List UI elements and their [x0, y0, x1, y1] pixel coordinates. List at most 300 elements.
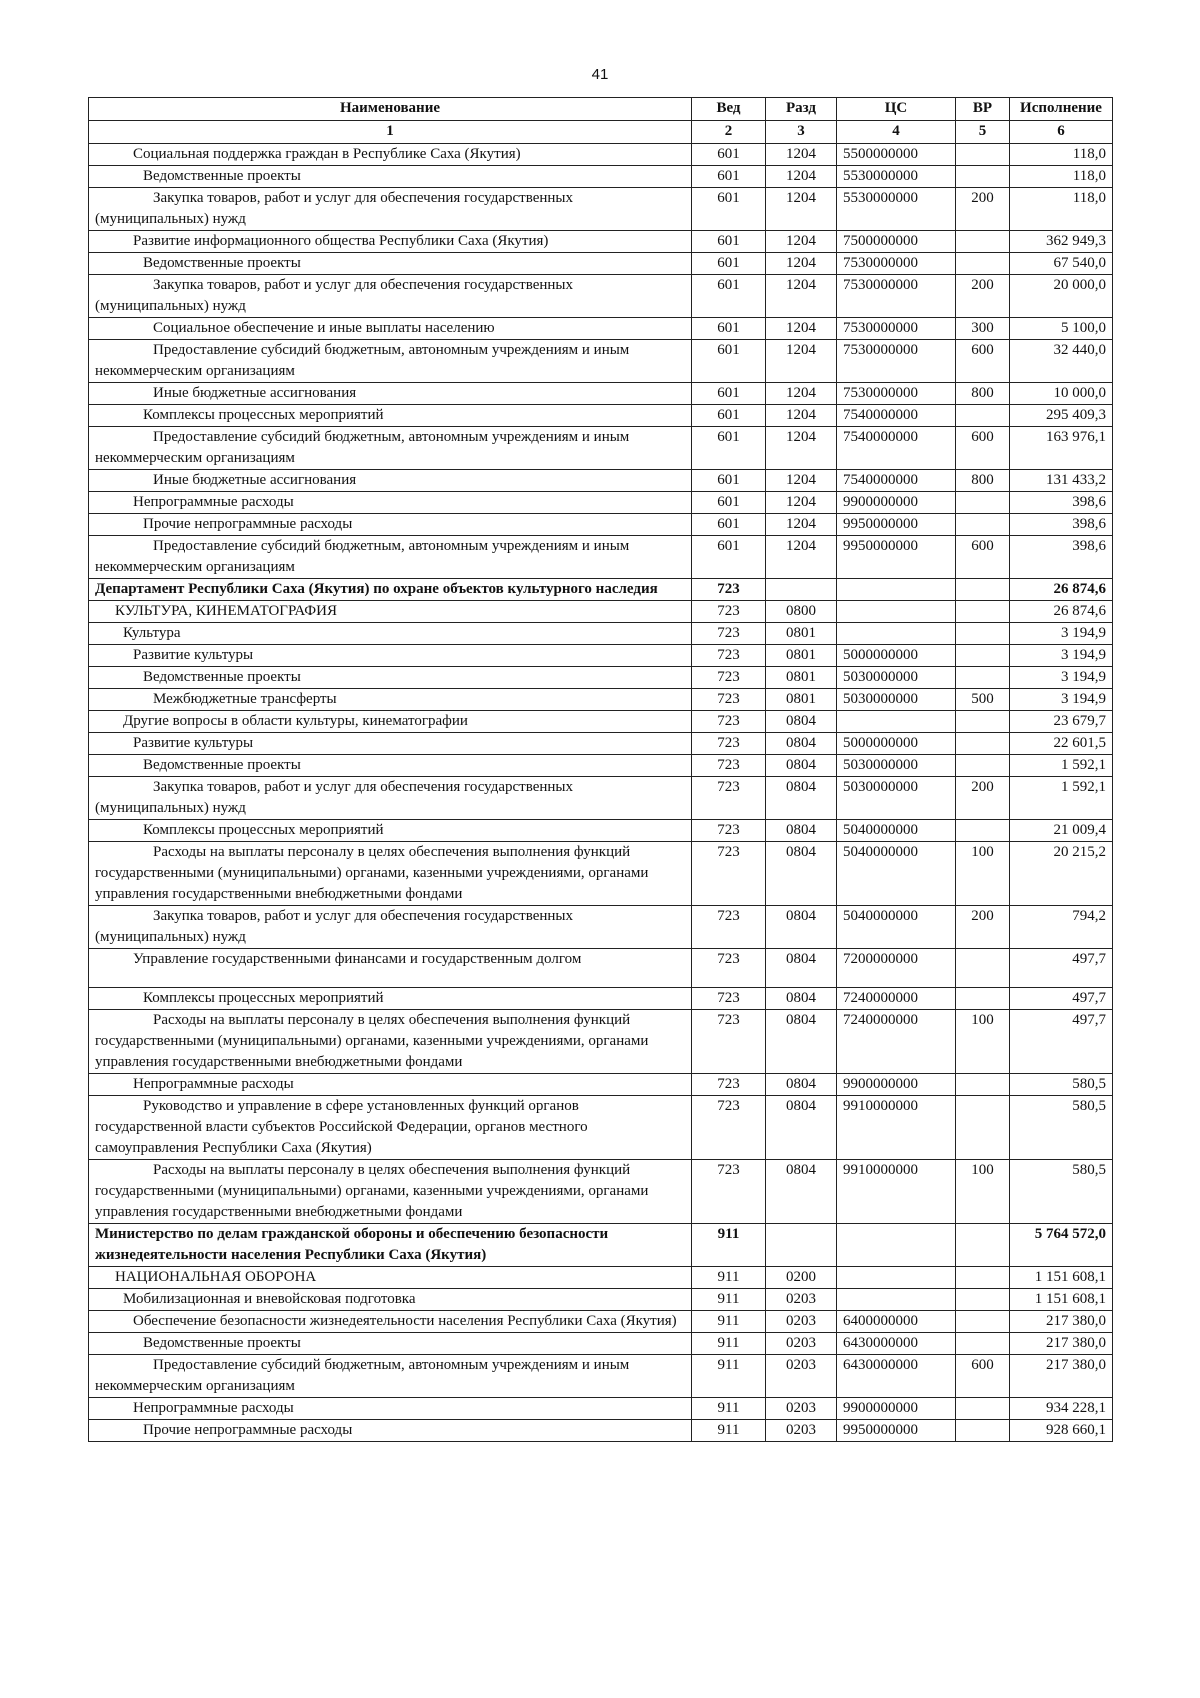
row-ved: 601	[692, 318, 766, 340]
row-ved: 601	[692, 144, 766, 166]
row-vr	[956, 1267, 1010, 1289]
row-vr	[956, 667, 1010, 689]
table-row	[89, 988, 1113, 1010]
row-cs	[837, 601, 956, 623]
row-name: Иные бюджетные ассигнования	[89, 470, 692, 492]
row-name: Обеспечение безопасности жизнедеятельности населения Республики Саха (Якутия)	[89, 1311, 692, 1333]
row-name: Комплексы процессных мероприятий	[89, 405, 692, 427]
row-amount: 1 151 608,1	[1010, 1267, 1113, 1289]
row-amount: 23 679,7	[1010, 711, 1113, 733]
row-razd: 1204	[766, 405, 837, 427]
row-ved: 911	[692, 1333, 766, 1355]
row-vr	[956, 755, 1010, 777]
row-cs	[837, 1267, 956, 1289]
row-amount: 21 009,4	[1010, 820, 1113, 842]
row-razd: 1204	[766, 470, 837, 492]
column-number: 4	[837, 121, 956, 144]
row-vr	[956, 231, 1010, 253]
row-vr: 600	[956, 1355, 1010, 1398]
row-name: Комплексы процессных мероприятий	[89, 988, 692, 1010]
row-ved: 911	[692, 1267, 766, 1289]
row-amount: 217 380,0	[1010, 1311, 1113, 1333]
row-ved: 911	[692, 1398, 766, 1420]
row-name: Ведомственные проекты	[89, 755, 692, 777]
row-razd: 0804	[766, 906, 837, 949]
row-vr	[956, 601, 1010, 623]
row-razd: 0804	[766, 711, 837, 733]
row-amount: 497,7	[1010, 949, 1113, 988]
row-ved: 601	[692, 188, 766, 231]
row-name: Развитие культуры	[89, 645, 692, 667]
row-razd: 0804	[766, 1010, 837, 1074]
row-amount: 362 949,3	[1010, 231, 1113, 253]
row-amount: 118,0	[1010, 144, 1113, 166]
row-vr: 100	[956, 1010, 1010, 1074]
row-cs: 5030000000	[837, 755, 956, 777]
row-razd: 0801	[766, 667, 837, 689]
row-ved: 723	[692, 579, 766, 601]
row-name: Департамент Республики Саха (Якутия) по охране объектов культурного наследия	[89, 579, 692, 601]
row-razd: 0804	[766, 820, 837, 842]
row-vr	[956, 645, 1010, 667]
row-cs: 9900000000	[837, 1398, 956, 1420]
row-razd: 1204	[766, 514, 837, 536]
row-razd: 0203	[766, 1333, 837, 1355]
row-amount: 928 660,1	[1010, 1420, 1113, 1442]
page-number: 41	[591, 66, 609, 83]
row-amount: 794,2	[1010, 906, 1113, 949]
row-cs: 7530000000	[837, 318, 956, 340]
row-vr	[956, 733, 1010, 755]
row-cs: 9950000000	[837, 514, 956, 536]
row-vr: 200	[956, 777, 1010, 820]
row-cs: 5040000000	[837, 906, 956, 949]
table-row	[89, 318, 1113, 340]
column-header-cs: ЦС	[837, 98, 956, 121]
row-vr: 600	[956, 536, 1010, 579]
table-row	[89, 144, 1113, 166]
table-row	[89, 1096, 1113, 1160]
row-name: Предоставление субсидий бюджетным, автономным учреждениям и иным некоммерческим организациям	[89, 536, 692, 579]
row-ved: 723	[692, 1096, 766, 1160]
row-name: Непрограммные расходы	[89, 1398, 692, 1420]
row-cs: 7530000000	[837, 340, 956, 383]
row-name: Расходы на выплаты персоналу в целях обеспечения выполнения функций государственными (муниципальными) органами, казенными учреждениями, органами управления государственными внебюджетными фондами	[89, 842, 692, 906]
row-vr: 200	[956, 906, 1010, 949]
row-amount: 163 976,1	[1010, 427, 1113, 470]
column-header-amount: Исполнение	[1010, 98, 1113, 121]
row-vr	[956, 144, 1010, 166]
row-razd: 1204	[766, 318, 837, 340]
row-cs: 9950000000	[837, 1420, 956, 1442]
row-amount: 1 151 608,1	[1010, 1289, 1113, 1311]
row-razd: 0801	[766, 645, 837, 667]
row-vr: 300	[956, 318, 1010, 340]
row-name: Прочие непрограммные расходы	[89, 514, 692, 536]
row-razd: 0804	[766, 988, 837, 1010]
row-amount: 10 000,0	[1010, 383, 1113, 405]
row-cs: 7540000000	[837, 470, 956, 492]
row-razd: 0804	[766, 1160, 837, 1224]
row-vr	[956, 1289, 1010, 1311]
row-cs: 7200000000	[837, 949, 956, 988]
table-row	[89, 1311, 1113, 1333]
row-amount: 131 433,2	[1010, 470, 1113, 492]
row-razd: 0804	[766, 842, 837, 906]
row-cs: 5040000000	[837, 820, 956, 842]
table-body	[89, 144, 1113, 1442]
row-vr	[956, 1398, 1010, 1420]
row-vr	[956, 492, 1010, 514]
table-row	[89, 842, 1113, 906]
row-name: Развитие культуры	[89, 733, 692, 755]
row-name: Социальное обеспечение и иные выплаты населению	[89, 318, 692, 340]
column-header-vr: ВР	[956, 98, 1010, 121]
row-name: Закупка товаров, работ и услуг для обеспечения государственных (муниципальных) нужд	[89, 188, 692, 231]
row-amount: 934 228,1	[1010, 1398, 1113, 1420]
row-ved: 601	[692, 253, 766, 275]
row-vr	[956, 623, 1010, 645]
row-cs: 5500000000	[837, 144, 956, 166]
row-amount: 1 592,1	[1010, 755, 1113, 777]
row-cs	[837, 623, 956, 645]
row-name: Социальная поддержка граждан в Республике Саха (Якутия)	[89, 144, 692, 166]
row-amount: 3 194,9	[1010, 623, 1113, 645]
table-row	[89, 1074, 1113, 1096]
row-cs: 5000000000	[837, 733, 956, 755]
row-name: Расходы на выплаты персоналу в целях обеспечения выполнения функций государственными (муниципальными) органами, казенными учреждениями, органами управления государственными внебюджетными фондами	[89, 1160, 692, 1224]
row-amount: 5 764 572,0	[1010, 1224, 1113, 1267]
row-amount: 3 194,9	[1010, 645, 1113, 667]
table-row	[89, 755, 1113, 777]
row-ved: 723	[692, 842, 766, 906]
row-amount: 67 540,0	[1010, 253, 1113, 275]
column-number: 6	[1010, 121, 1113, 144]
row-razd: 1204	[766, 536, 837, 579]
column-number: 2	[692, 121, 766, 144]
row-cs: 9950000000	[837, 536, 956, 579]
table-row	[89, 711, 1113, 733]
table-row	[89, 514, 1113, 536]
row-ved: 723	[692, 1160, 766, 1224]
row-name: КУЛЬТУРА, КИНЕМАТОГРАФИЯ	[89, 601, 692, 623]
row-vr	[956, 1333, 1010, 1355]
row-ved: 601	[692, 383, 766, 405]
row-ved: 723	[692, 645, 766, 667]
row-cs: 7240000000	[837, 1010, 956, 1074]
row-ved: 601	[692, 275, 766, 318]
row-razd: 1204	[766, 275, 837, 318]
row-name: Культура	[89, 623, 692, 645]
table-row	[89, 645, 1113, 667]
row-cs	[837, 1289, 956, 1311]
row-razd: 0801	[766, 689, 837, 711]
row-amount: 20 000,0	[1010, 275, 1113, 318]
row-ved: 723	[692, 820, 766, 842]
row-amount: 580,5	[1010, 1160, 1113, 1224]
row-vr	[956, 711, 1010, 733]
row-amount: 32 440,0	[1010, 340, 1113, 383]
row-razd: 0203	[766, 1289, 837, 1311]
row-cs: 6430000000	[837, 1333, 956, 1355]
row-razd: 1204	[766, 492, 837, 514]
table-row	[89, 733, 1113, 755]
row-name: Межбюджетные трансферты	[89, 689, 692, 711]
row-name: Расходы на выплаты персоналу в целях обеспечения выполнения функций государственными (муниципальными) органами, казенными учреждениями, органами управления государственными внебюджетными фондами	[89, 1010, 692, 1074]
table-row	[89, 1333, 1113, 1355]
row-amount: 26 874,6	[1010, 601, 1113, 623]
row-razd: 0804	[766, 733, 837, 755]
row-cs: 5040000000	[837, 842, 956, 906]
row-ved: 601	[692, 231, 766, 253]
table-row	[89, 689, 1113, 711]
row-cs: 7240000000	[837, 988, 956, 1010]
column-header-ved: Вед	[692, 98, 766, 121]
row-vr	[956, 1074, 1010, 1096]
row-cs	[837, 711, 956, 733]
row-ved: 723	[692, 689, 766, 711]
row-amount: 295 409,3	[1010, 405, 1113, 427]
row-name: Предоставление субсидий бюджетным, автономным учреждениям и иным некоммерческим организациям	[89, 1355, 692, 1398]
row-razd: 1204	[766, 253, 837, 275]
row-ved: 723	[692, 949, 766, 988]
row-razd: 0804	[766, 1074, 837, 1096]
column-number: 3	[766, 121, 837, 144]
row-vr	[956, 253, 1010, 275]
row-razd: 0800	[766, 601, 837, 623]
column-number: 5	[956, 121, 1010, 144]
row-ved: 911	[692, 1224, 766, 1267]
table-row	[89, 949, 1113, 988]
row-ved: 723	[692, 988, 766, 1010]
row-razd: 1204	[766, 427, 837, 470]
table-row	[89, 1289, 1113, 1311]
row-amount: 1 592,1	[1010, 777, 1113, 820]
row-amount: 118,0	[1010, 188, 1113, 231]
table-row	[89, 777, 1113, 820]
row-vr	[956, 579, 1010, 601]
row-cs: 5000000000	[837, 645, 956, 667]
row-razd: 0804	[766, 949, 837, 988]
table-row	[89, 188, 1113, 231]
row-razd: 1204	[766, 383, 837, 405]
row-cs: 5530000000	[837, 188, 956, 231]
row-razd: 1204	[766, 188, 837, 231]
row-cs: 6430000000	[837, 1355, 956, 1398]
row-cs: 9910000000	[837, 1160, 956, 1224]
row-vr: 100	[956, 1160, 1010, 1224]
row-cs: 9900000000	[837, 1074, 956, 1096]
row-name: Управление государственными финансами и государственным долгом	[89, 949, 692, 988]
row-name: Предоставление субсидий бюджетным, автономным учреждениям и иным некоммерческим организациям	[89, 340, 692, 383]
row-razd	[766, 1224, 837, 1267]
row-vr	[956, 1420, 1010, 1442]
row-name: Министерство по делам гражданской обороны и обеспечению безопасности жизнедеятельности населения Республики Саха (Якутия)	[89, 1224, 692, 1267]
row-ved: 723	[692, 1074, 766, 1096]
table-row	[89, 253, 1113, 275]
row-vr: 200	[956, 188, 1010, 231]
row-razd: 0801	[766, 623, 837, 645]
row-vr: 800	[956, 470, 1010, 492]
row-amount: 497,7	[1010, 1010, 1113, 1074]
row-razd: 1204	[766, 231, 837, 253]
table-row	[89, 623, 1113, 645]
row-ved: 601	[692, 536, 766, 579]
row-cs: 7540000000	[837, 405, 956, 427]
row-amount: 580,5	[1010, 1096, 1113, 1160]
table-row	[89, 1267, 1113, 1289]
row-cs: 5530000000	[837, 166, 956, 188]
row-name: Ведомственные проекты	[89, 166, 692, 188]
row-razd: 0203	[766, 1311, 837, 1333]
row-ved: 911	[692, 1311, 766, 1333]
row-vr	[956, 820, 1010, 842]
row-vr	[956, 405, 1010, 427]
row-amount: 5 100,0	[1010, 318, 1113, 340]
row-amount: 398,6	[1010, 536, 1113, 579]
row-vr	[956, 1224, 1010, 1267]
row-name: Комплексы процессных мероприятий	[89, 820, 692, 842]
column-header-razd: Разд	[766, 98, 837, 121]
row-cs: 7530000000	[837, 275, 956, 318]
row-ved: 911	[692, 1420, 766, 1442]
row-name: Закупка товаров, работ и услуг для обеспечения государственных (муниципальных) нужд	[89, 777, 692, 820]
table-row	[89, 1420, 1113, 1442]
row-name: Мобилизационная и вневойсковая подготовка	[89, 1289, 692, 1311]
row-name: Закупка товаров, работ и услуг для обеспечения государственных (муниципальных) нужд	[89, 906, 692, 949]
row-amount: 3 194,9	[1010, 667, 1113, 689]
table-row	[89, 492, 1113, 514]
table-header	[89, 98, 1113, 144]
row-name: НАЦИОНАЛЬНАЯ ОБОРОНА	[89, 1267, 692, 1289]
table-row	[89, 427, 1113, 470]
table-row	[89, 1398, 1113, 1420]
row-vr	[956, 988, 1010, 1010]
row-ved: 723	[692, 1010, 766, 1074]
row-ved: 723	[692, 711, 766, 733]
row-amount: 580,5	[1010, 1074, 1113, 1096]
row-cs: 7540000000	[837, 427, 956, 470]
row-ved: 601	[692, 470, 766, 492]
row-amount: 22 601,5	[1010, 733, 1113, 755]
row-razd: 1204	[766, 144, 837, 166]
row-name: Предоставление субсидий бюджетным, автономным учреждениям и иным некоммерческим организациям	[89, 427, 692, 470]
row-razd: 0804	[766, 1096, 837, 1160]
row-amount: 217 380,0	[1010, 1355, 1113, 1398]
row-name: Непрограммные расходы	[89, 1074, 692, 1096]
row-cs: 5030000000	[837, 667, 956, 689]
table-row	[89, 166, 1113, 188]
row-ved: 601	[692, 166, 766, 188]
row-name: Иные бюджетные ассигнования	[89, 383, 692, 405]
row-razd: 0804	[766, 755, 837, 777]
row-name: Ведомственные проекты	[89, 1333, 692, 1355]
row-ved: 601	[692, 492, 766, 514]
column-number: 1	[89, 121, 692, 144]
row-razd: 1204	[766, 166, 837, 188]
row-ved: 723	[692, 755, 766, 777]
table-row	[89, 536, 1113, 579]
row-name: Ведомственные проекты	[89, 667, 692, 689]
row-vr: 500	[956, 689, 1010, 711]
row-vr: 600	[956, 340, 1010, 383]
row-cs: 7500000000	[837, 231, 956, 253]
table-row	[89, 820, 1113, 842]
row-razd	[766, 579, 837, 601]
row-ved: 723	[692, 667, 766, 689]
row-cs: 7530000000	[837, 253, 956, 275]
row-ved: 601	[692, 427, 766, 470]
row-amount: 398,6	[1010, 514, 1113, 536]
row-cs	[837, 1224, 956, 1267]
row-vr	[956, 1096, 1010, 1160]
row-amount: 497,7	[1010, 988, 1113, 1010]
row-amount: 118,0	[1010, 166, 1113, 188]
row-cs: 9910000000	[837, 1096, 956, 1160]
table-row	[89, 906, 1113, 949]
row-ved: 723	[692, 601, 766, 623]
row-ved: 601	[692, 340, 766, 383]
table-row	[89, 231, 1113, 253]
row-razd: 0203	[766, 1420, 837, 1442]
table-row	[89, 601, 1113, 623]
row-vr	[956, 949, 1010, 988]
row-amount: 26 874,6	[1010, 579, 1113, 601]
column-header-name: Наименование	[89, 98, 692, 121]
row-name: Непрограммные расходы	[89, 492, 692, 514]
row-razd: 1204	[766, 340, 837, 383]
table-row	[89, 1224, 1113, 1267]
row-razd: 0804	[766, 777, 837, 820]
row-vr: 800	[956, 383, 1010, 405]
table-row	[89, 579, 1113, 601]
row-ved: 723	[692, 906, 766, 949]
budget-table	[88, 97, 1113, 1442]
row-name: Другие вопросы в области культуры, кинематографии	[89, 711, 692, 733]
row-name: Руководство и управление в сфере установленных функций органов государственной власти субъектов Российской Федерации, органов местного самоуправления Республики Саха (Якутия)	[89, 1096, 692, 1160]
table-row	[89, 667, 1113, 689]
row-cs: 9900000000	[837, 492, 956, 514]
row-razd: 0203	[766, 1398, 837, 1420]
table-row	[89, 340, 1113, 383]
row-ved: 911	[692, 1355, 766, 1398]
row-razd: 0203	[766, 1355, 837, 1398]
row-name: Закупка товаров, работ и услуг для обеспечения государственных (муниципальных) нужд	[89, 275, 692, 318]
table-row	[89, 1355, 1113, 1398]
table-row	[89, 275, 1113, 318]
row-ved: 723	[692, 733, 766, 755]
table-row	[89, 383, 1113, 405]
table-row	[89, 1160, 1113, 1224]
row-ved: 601	[692, 405, 766, 427]
row-ved: 911	[692, 1289, 766, 1311]
row-vr: 600	[956, 427, 1010, 470]
row-name: Ведомственные проекты	[89, 253, 692, 275]
row-cs: 6400000000	[837, 1311, 956, 1333]
row-vr	[956, 1311, 1010, 1333]
row-cs: 7530000000	[837, 383, 956, 405]
table-row	[89, 1010, 1113, 1074]
row-cs: 5030000000	[837, 689, 956, 711]
row-cs: 5030000000	[837, 777, 956, 820]
row-vr	[956, 514, 1010, 536]
row-ved: 723	[692, 777, 766, 820]
table-row	[89, 405, 1113, 427]
row-vr	[956, 166, 1010, 188]
row-name: Развитие информационного общества Республики Саха (Якутия)	[89, 231, 692, 253]
row-amount: 3 194,9	[1010, 689, 1113, 711]
row-cs	[837, 579, 956, 601]
